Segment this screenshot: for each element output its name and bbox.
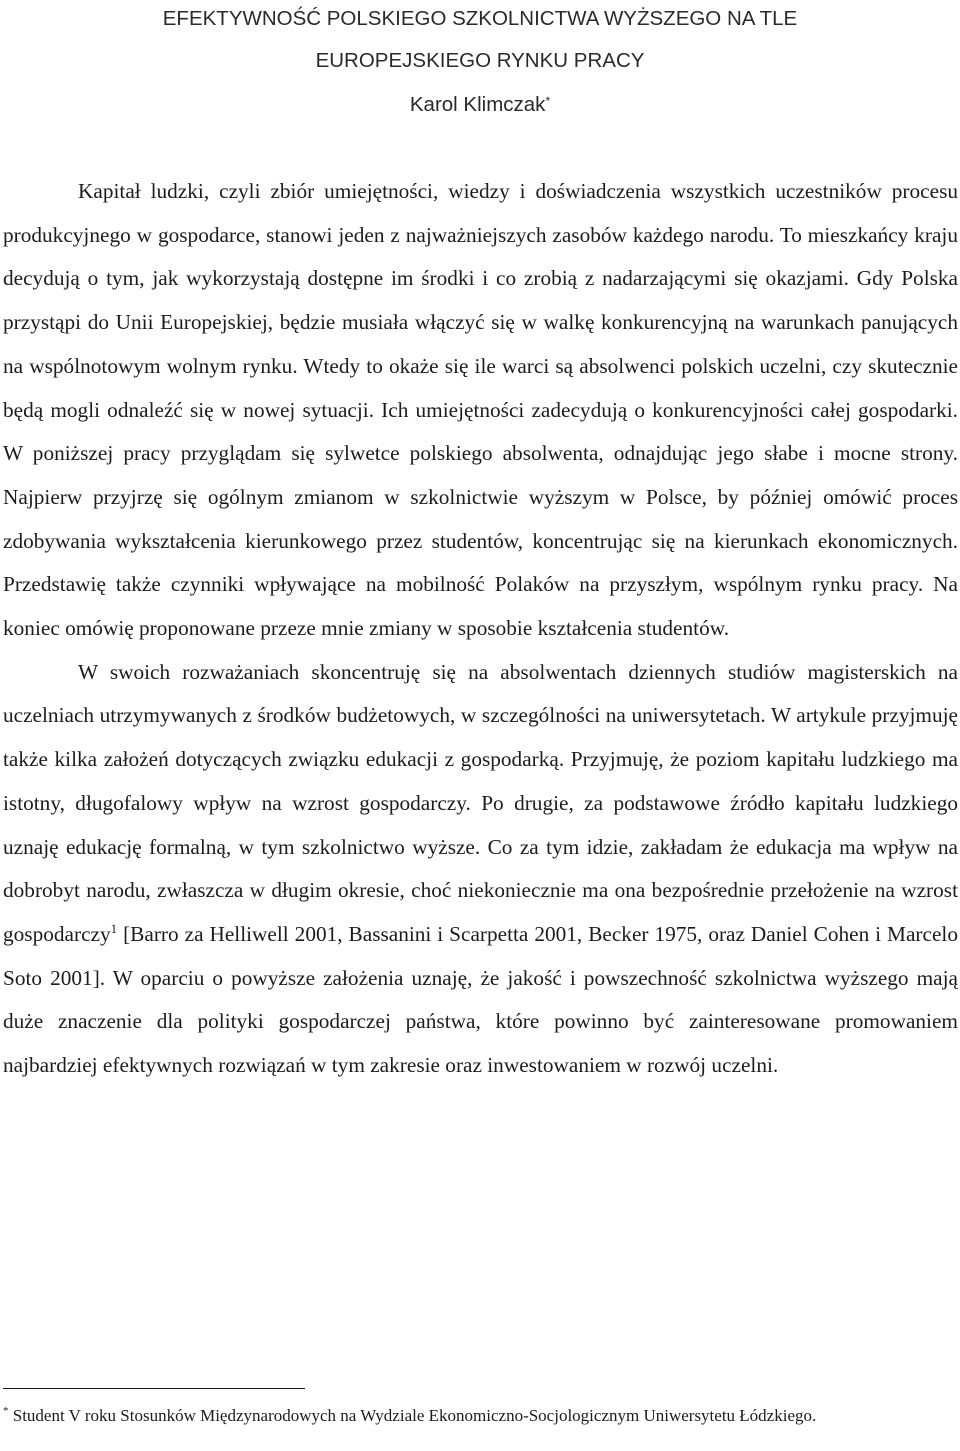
body-text [3,170,958,1088]
paragraph-2 [3,651,958,1088]
author-line [0,92,960,118]
title-line-1: EFEKTYWNOŚĆ POLSKIEGO SZKOLNICTWA WYŻSZEGO NA TLE [162,7,798,30]
author-footnote-mark: * [545,94,551,108]
footnote-reference-1: 1 [110,920,118,936]
footnote [3,1404,923,1428]
footnote-text: Student V roku Stosunków Międzynarodowych na Wydziale Ekonomiczno-Socjologicznym Uniwersytetu Łódzkiego. [8,1406,817,1425]
footnote-separator [3,1388,305,1389]
paragraph-2-part-1: W swoich rozważaniach skoncentruję się na absolwentach dziennych studiów magisterskich na uczelniach utrzymywanych z środków budżetowych, w szczególności na uniwersytetach. W artykule przyjmuję także kilka założeń dotyczących związku edukacji z gospodarką. Przyjmuję, że poziom kapitału ludzkiego ma istotny, długofalowy wpływ na wzrost gospodarczy. Po drugie, za podstawowe źródło kapitału ludzkiego uznaję edukację formalną, w tym szkolnictwo wyższe. Co za tym idzie, zakładam że edukacja ma wpływ na dobrobyt narodu, zwłaszcza w długim okresie, choć niekoniecznie ma ona bezpośrednie przełożenie na wzrost gospodarczy [3,659,958,946]
paragraph-1: Kapitał ludzki, czyli zbiór umiejętności, wiedzy i doświadczenia wszystkich uczestników procesu produkcyjnego w gospodarce, stanowi jeden z najważniejszych zasobów każdego narodu. To mieszkańcy kraju decydują o tym, jak wykorzystają dostępne im środki i co zrobią z nadarzającymi się okazjami. Gdy Polska przystąpi do Unii Europejskiej, będzie musiała włączyć się w walkę konkurencyjną na warunkach panujących na wspólnotowym wolnym rynku. Wtedy to okaże się ile warci są absolwenci polskich uczelni, czy skutecznie będą mogli odnaleźć się w nowej sytuacji. Ich umiejętności zadecydują o konkurencyjności całej gospodarki. W poniższej pracy przyglądam się sylwetce polskiego absolwenta, odnajdując jego słabe i mocne strony. Najpierw przyjrzę się ogólnym zmianom w szkolnictwie wyższym w Polsce, by później omówić proces zdobywania wykształcenia kierunkowego przez studentów, koncentrując się na kierunkach ekonomicznych. Przedstawię także czynniki wpływające na mobilność Polaków na przyszłym, wspólnym rynku pracy. Na koniec omówię proponowane przeze mnie zmiany w sposobie kształcenia studentów. [3,179,958,641]
author-name: Karol Klimczak [409,93,546,116]
footnote-mark: * [3,1405,9,1417]
paragraph-2-part-2: [Barro za Helliwell 2001, Bassanini i Scarpetta 2001, Becker 1975, oraz Daniel Cohen i Marcelo Soto 2001]. W oparciu o powyższe założenia uznaję, że jakość i powszechność szkolnictwa wyższego mają duże znaczenie dla polityki gospodarczej państwa, które powinno być zainteresowane promowaniem najbardziej efektywnych rozwiązań w tym zakresie oraz inwestowaniem w rozwój uczelni. [3,921,958,1078]
title-line-2: EUROPEJSKIEGO RYNKU PRACY [315,49,645,72]
